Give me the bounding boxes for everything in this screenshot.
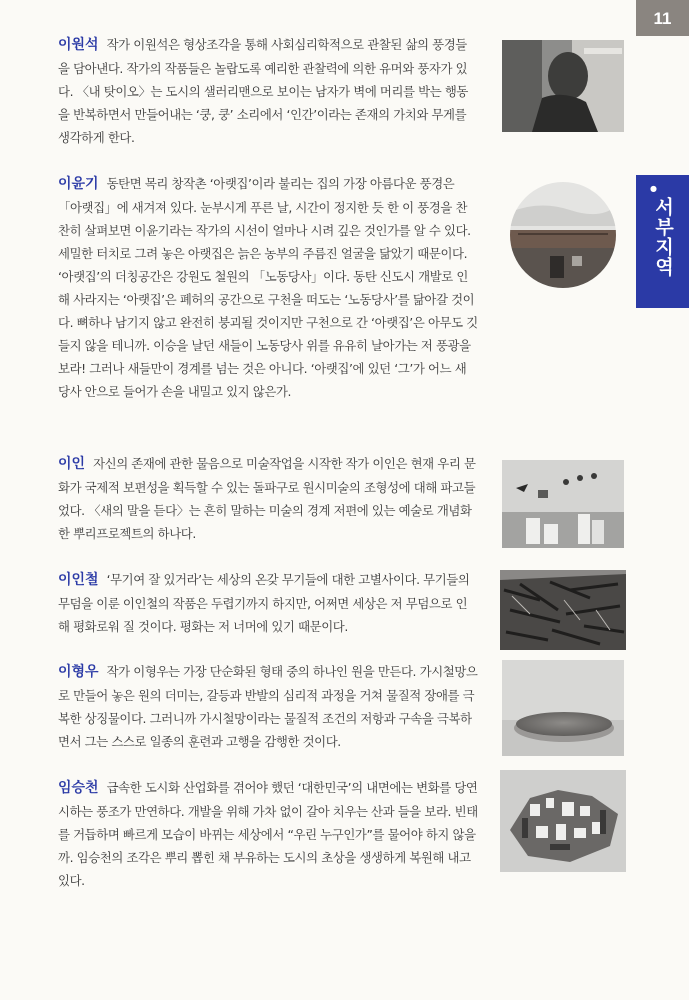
artist-entry-lee-hyeongwoo [58, 660, 478, 753]
entry-paragraph [58, 33, 478, 149]
artist-name: 이형우 [58, 664, 99, 680]
artist-entry-lee-incheol [58, 568, 478, 638]
artist-entry-lee-in [58, 452, 478, 545]
entry-text: 자신의 존재에 관한 물음으로 미술작업을 시작한 작가 이인은 현재 우리 문화가 국제적 보편성을 획득할 수 있는 돌파구로 원시미술의 조형성에 대해 파고들었다. 〈새의 말을 듣다〉는 흔히 말하는 미술의 경계 저편에 있는 예술로 개념화한 뿌리프로젝트의 하나다. [58, 456, 476, 541]
region-side-tab [636, 175, 689, 308]
artist-name: 이인철 [58, 572, 99, 588]
artist-entry-lee-yoongi [58, 172, 478, 403]
artist-name: 이윤기 [58, 176, 99, 192]
entry-paragraph: ‘아랫집’의 더칭공간은 강원도 철원의 「노동당사」이다. 동탄 신도시 개발로 인해 사라지는 ‘아랫집’은 폐허의 공간으로 구천을 떠도는 ‘노동당사’를 닮아갈 것이다. 뼈하나 남기지 않고 완전히 붕괴될 것이지만 구천으로 간 ‘아랫집’은 아무도 깃들지 않을 테니까. 이승을 날던 새들이 노동당사 위를 유유히 날아가는 저 풍광을 보라! 그러나 새들만이 경계를 넘는 것은 아니다. ‘아랫집’에 있던 ‘그’가 어느 새 당사 안으로 들어가 손을 내밀고 있지 않은가. [58, 269, 478, 399]
entry-text: 작가 이원석은 형상조각을 통해 사회심리학적으로 관찰된 삶의 풍경들을 담아낸다. 작가의 작품들은 놀랍도록 예리한 관찰력에 의한 유머와 풍자가 있다. 〈내 탓이오〉는 도시의 샐러리맨으로 보이는 남자가 벽에 머리를 박는 행동을 반복하면서 만들어내는 ‘쿵, 쿵’ 소리에서 ‘인간’이라는 존재의 가치와 무게를 생각하게 한다. [58, 37, 468, 145]
entry-paragraph [58, 660, 478, 753]
artwork-photo-man-at-wall [502, 40, 624, 132]
dot-icon: ● [650, 184, 657, 193]
entry-paragraph [58, 172, 478, 265]
artist-entry-lee-wonseok [58, 33, 478, 149]
artwork-photo-bird-installation [502, 460, 624, 548]
entry-text: ‘무기여 잘 있거라’는 세상의 온갖 무기들에 대한 고별사이다. 무기들의 무덤을 이룬 이인철의 작품은 두렵기까지 하지만, 어쩌면 세상은 저 무덤으로 인해 평화로워 질 것이다. 평화는 저 너머에 있기 때문이다. [58, 572, 470, 634]
artist-name: 이인 [58, 456, 86, 472]
entry-text: 동탄면 목리 창작촌 ‘아랫집’이라 불리는 집의 가장 아름다운 풍경은 「아랫집」에 새겨져 있다. 눈부시게 푸른 날, 시간이 정지한 듯 한 이 풍경을 찬찬히 살펴보면 이윤기라는 작가의 시선이 얼마나 시려 깊은 것인가를 알 수 있다. 세밀한 터치로 그려 놓은 아랫집은 늙은 농부의 주름진 얼굴을 닮았기 때문이다. [58, 176, 471, 261]
entry-text: 작가 이형우는 가장 단순화된 형태 중의 하나인 원을 만든다. 가시철망으로 만들어 놓은 원의 더미는, 갈등과 반발의 심리적 과정을 거쳐 물질적 장애를 극복한 상징물이다. 그러니까 가시철망이라는 물질적 조건의 저항과 구속을 극복하면서 그는 스스로 일종의 훈련과 고행을 감행한 것이다. [58, 664, 478, 749]
entry-text: 급속한 도시화 산업화를 겪어야 했던 ‘대한민국’의 내면에는 변화를 당연시하는 풍조가 만연하다. 개발을 위해 가차 없이 갈아 치우는 산과 들을 보라. 빈태를 거듭하며 빠르게 모습이 바뀌는 세상에서 “우린 누구인가”를 물어야 하지 않을까. 임승천의 조각은 뿌리 뽑힌 채 부유하는 도시의 초상을 생생하게 복원해 내고 있다. [58, 780, 478, 888]
artwork-photo-old-house [510, 182, 616, 288]
entry-paragraph [58, 568, 478, 638]
artwork-photo-barbed-wire-circle [502, 660, 624, 756]
entry-paragraph [58, 452, 478, 545]
entry-paragraph [58, 776, 478, 892]
artwork-photo-weapons-pile [500, 570, 626, 650]
artist-entry-lim-seungcheon [58, 776, 478, 892]
artist-name: 이원석 [58, 37, 99, 53]
region-tab-label: 서부지역 [652, 197, 674, 277]
artwork-photo-floating-city [500, 770, 626, 872]
artist-name: 임승천 [58, 780, 99, 796]
page-number: 11 [636, 0, 689, 36]
